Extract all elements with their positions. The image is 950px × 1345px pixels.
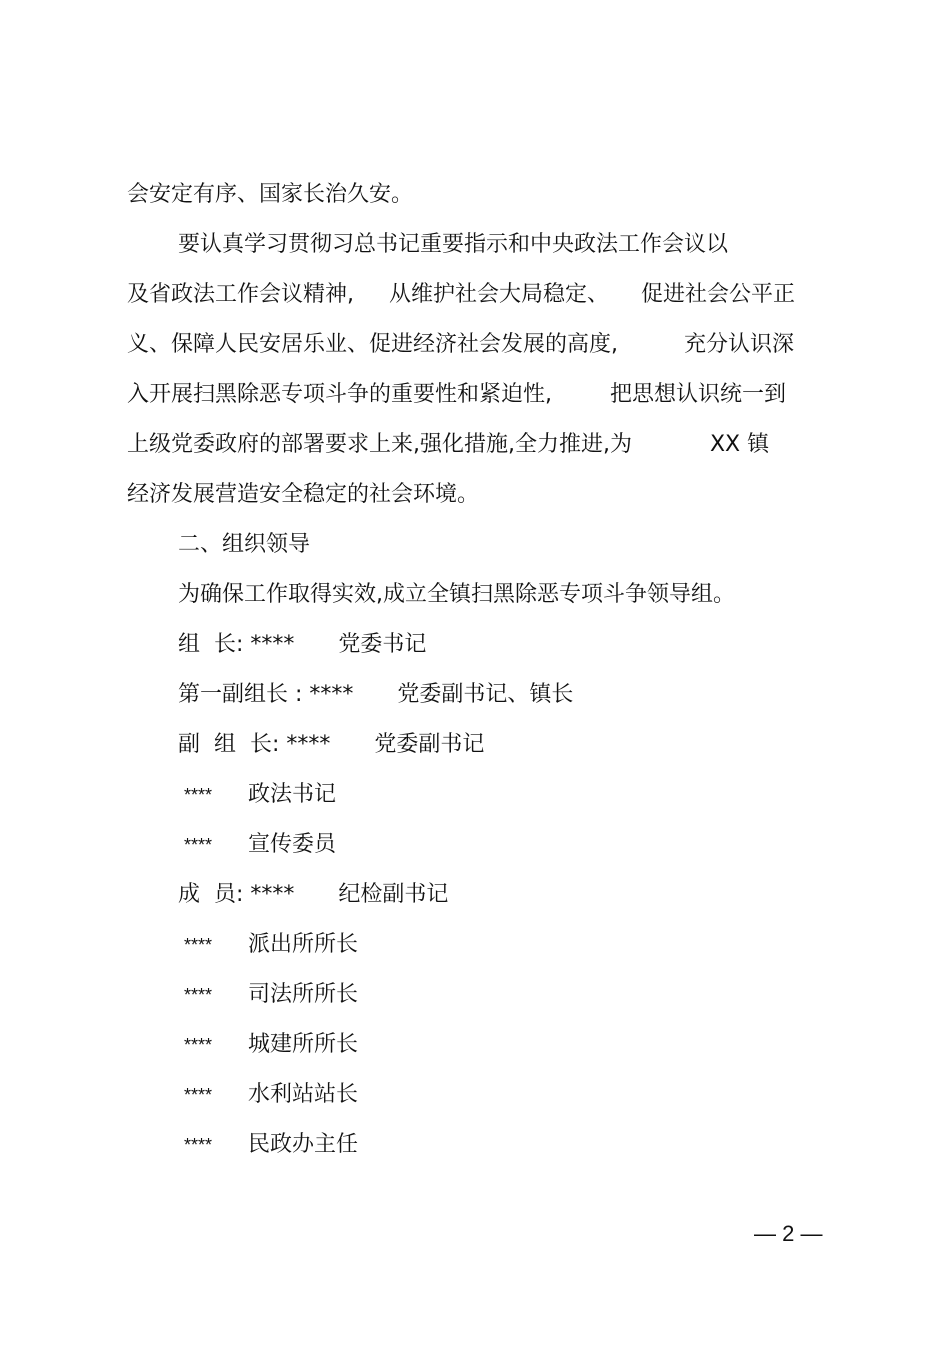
member-row [178, 730, 484, 760]
member-row [184, 1030, 358, 1060]
body-text-line [127, 280, 795, 310]
member-row [184, 980, 358, 1010]
member-title: 民政办主任 [248, 1132, 359, 1157]
body-text-line: 要认真学习贯彻习总书记重要指示和中央政法工作会议以 [178, 232, 729, 257]
section-heading: 二、组织领导 [178, 532, 311, 557]
text-segment: 上级党委政府的部署要求上来,强化措施,全力推进,为 [127, 432, 632, 457]
body-text-line [127, 330, 794, 360]
text-segment: 及省政法工作会议精神, [127, 282, 354, 307]
member-role: **** [184, 985, 213, 1005]
member-title: 城建所所长 [248, 1032, 359, 1057]
member-row [184, 1080, 358, 1110]
member-title: 政法书记 [248, 782, 337, 807]
member-title: 派出所所长 [248, 932, 359, 957]
member-title: 司法所所长 [248, 982, 359, 1007]
body-text-line [127, 430, 769, 460]
member-row [184, 930, 358, 960]
body-text-line: 为确保工作取得实效,成立全镇扫黑除恶专项斗争领导组。 [178, 582, 735, 607]
member-role: **** [184, 835, 213, 855]
member-role: **** [184, 1135, 213, 1155]
body-text-line: 经济发展营造安全稳定的社会环境。 [127, 482, 480, 507]
member-title: 党委书记 [338, 632, 427, 657]
body-text-line: 会安定有序、国家长治久安。 [127, 182, 414, 207]
member-title: 纪检副书记 [338, 882, 449, 907]
text-segment: 充分认识深 [684, 332, 795, 357]
member-row [178, 880, 448, 910]
text-segment: 从维护社会大局稳定、 [389, 282, 610, 307]
member-role: **** [184, 785, 213, 805]
member-role: **** [184, 1035, 213, 1055]
member-title: 水利站站长 [248, 1082, 359, 1107]
member-row [178, 680, 573, 710]
member-role: 成 员: **** [178, 882, 295, 907]
member-role: **** [184, 1085, 213, 1105]
member-role: 组 长: **** [178, 632, 295, 657]
member-role: 副 组 长: **** [178, 732, 331, 757]
member-row [178, 630, 426, 660]
member-role: 第一副组长 : **** [178, 682, 354, 707]
member-role: **** [184, 935, 213, 955]
member-title: 党委副书记、镇长 [397, 682, 574, 707]
text-segment: 义、保障人民安居乐业、促进经济社会发展的高度, [127, 332, 618, 357]
member-title: 党委副书记 [374, 732, 485, 757]
page-number: — 2 — [754, 1221, 823, 1246]
member-row [184, 780, 336, 810]
member-row [184, 830, 336, 860]
member-title: 宣传委员 [248, 832, 337, 857]
text-segment: 入开展扫黑除恶专项斗争的重要性和紧迫性, [127, 382, 552, 407]
text-segment: 把思想认识统一到 [610, 382, 787, 407]
text-segment: 促进社会公平正 [641, 282, 796, 307]
member-row [184, 1130, 358, 1160]
text-segment: XX 镇 [709, 432, 770, 457]
body-text-line [127, 380, 786, 410]
